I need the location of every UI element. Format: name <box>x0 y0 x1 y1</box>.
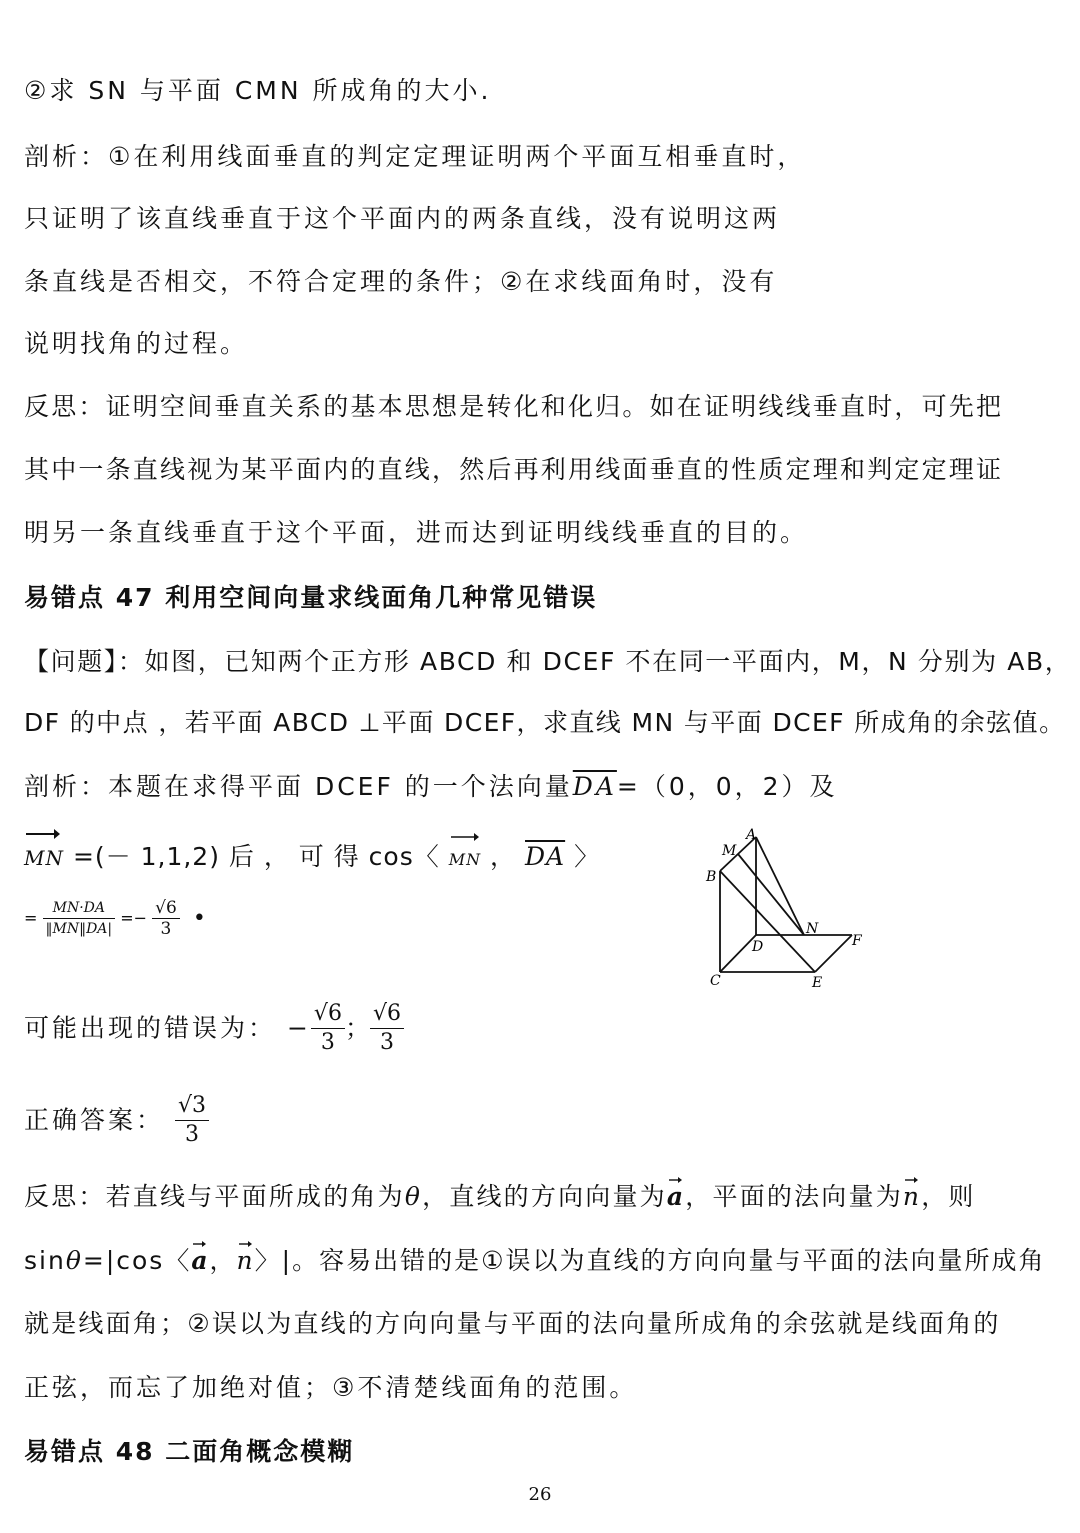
error-2-denominator: 3 <box>379 1030 394 1055</box>
vector-da: $\overline{DA}$ <box>572 772 617 801</box>
text-line: 条直线是否相交，不符合定理的条件；②在求线面角时，没有 <box>24 267 778 296</box>
cosine-fraction <box>43 898 116 939</box>
comma: ， <box>490 842 517 871</box>
geometry-figure <box>700 825 870 995</box>
arrow-icon <box>904 1176 918 1184</box>
errors-label: 可能出现的错误为： <box>24 1013 277 1043</box>
answer-fraction <box>175 1092 209 1149</box>
text-line: 明另一条直线垂直于这个平面，进而达到证明线线垂直的目的。 <box>24 518 809 547</box>
text-line: 剖析：①在利用线面垂直的判定定理证明两个平面互相垂直时， <box>24 142 806 171</box>
section-heading: 易错点 47 利用空间向量求线面角几种常见错误 <box>24 583 598 612</box>
fraction-equation <box>24 898 206 939</box>
answer-label: 正确答案： <box>24 1105 165 1135</box>
problem-line: 【问题】：如图，已知两个正方形 ABCD 和 DCEF 不在同一平面内，M，N 分别为 AB， <box>24 647 1072 676</box>
text-line: 说明找角的过程。 <box>24 329 249 358</box>
vector-n: n <box>237 1244 255 1278</box>
vector-n: n <box>903 1180 921 1214</box>
label-n: N <box>806 921 819 937</box>
error-1-denominator: 3 <box>320 1030 335 1055</box>
text-line: 只证明了该直线垂直于这个平面内的两条直线，没有说明这两 <box>24 204 781 233</box>
reflection-text: 反思：若直线与平面所成的角为 <box>24 1182 405 1211</box>
problem-line: DF 的中点 ，若平面 ABCD ⊥平面 DCEF，求直线 MN 与平面 DCEF 所成角的余弦值。 <box>24 708 1066 737</box>
arrow-icon <box>24 827 60 841</box>
theta-symbol: θ <box>65 1246 83 1275</box>
label-m: M <box>722 843 737 859</box>
label-a: A <box>746 827 757 843</box>
equals-minus: =− <box>120 908 148 928</box>
vector-a: a <box>667 1180 685 1214</box>
arrow-icon <box>192 1240 206 1248</box>
label-e: E <box>812 975 823 991</box>
reflection-line: 正弦，而忘了加绝对值；③不清楚线面角的范围。 <box>24 1373 638 1402</box>
reflection-line <box>24 1244 1046 1278</box>
reflection-line: 就是线面角；②误以为直线的方向向量与平面的法向量所成角的余弦就是线面角的 <box>24 1309 1001 1338</box>
vector-a: a <box>191 1244 209 1278</box>
reflection-line <box>24 1180 976 1214</box>
reflection-text: ，则 <box>921 1182 976 1211</box>
arrow-icon <box>449 831 479 843</box>
label-f: F <box>852 933 862 949</box>
analysis-suffix: =（0，0，2）及 <box>616 772 838 801</box>
fraction-numerator: MN·DA <box>43 898 116 919</box>
label-b: B <box>706 869 717 885</box>
result-fraction <box>152 898 180 939</box>
reflection-text: ，平面的法向量为 <box>685 1182 903 1211</box>
reflection-text: ，直线的方向向量为 <box>422 1182 667 1211</box>
answer-numerator: √3 <box>175 1092 209 1121</box>
mn-value: =(－ 1,1,2) 后 ， 可 得 cos〈 <box>72 842 440 871</box>
edge-cd <box>720 935 756 972</box>
analysis-prefix: 剖析：本题在求得平面 DCEF 的一个法向量 <box>24 772 573 801</box>
vector-da-small: $\overline{DA}$ <box>525 842 566 871</box>
comma: ， <box>209 1246 237 1275</box>
text-line: 其中一条直线视为某平面内的直线，然后再利用线面垂直的性质定理和判定定理证 <box>24 455 1004 484</box>
label-d: D <box>752 939 764 955</box>
sin-text: sin <box>24 1246 66 1275</box>
bullet: • <box>192 905 206 931</box>
section-heading: 易错点 48 二面角概念模糊 <box>24 1437 355 1466</box>
result-denominator: 3 <box>160 919 172 939</box>
edge-ef <box>815 935 852 972</box>
arrow-icon <box>668 1176 682 1184</box>
vector-mn-small: MN <box>449 843 481 877</box>
result-numerator: √6 <box>152 898 180 919</box>
answer-line <box>24 1092 209 1149</box>
theta-symbol: θ <box>404 1182 423 1211</box>
analysis-line <box>24 770 838 804</box>
reflection-text: 〉|。容易出错的是①误以为直线的方向向量与平面的法向量所成角 <box>254 1246 1046 1275</box>
vector-mn: MN <box>24 841 64 875</box>
fraction-denominator: ‖MN‖DA| <box>45 921 113 937</box>
text-line: ②求 SN 与平面 CMN 所成角的大小. <box>24 76 492 105</box>
text-line: 反思：证明空间垂直关系的基本思想是转化和化归。如在证明线线垂直时，可先把 <box>24 392 1004 421</box>
answer-denominator: 3 <box>184 1122 199 1147</box>
vector-line <box>24 840 600 877</box>
separator: ； <box>344 1013 370 1043</box>
error-2-numerator: √6 <box>370 1000 404 1029</box>
equals-sign: = <box>24 908 38 928</box>
cos-text: =|cos〈 <box>82 1246 192 1275</box>
minus-sign: − <box>286 1013 311 1043</box>
errors-line <box>24 1000 404 1057</box>
label-c: C <box>710 973 721 989</box>
error-fraction-1 <box>311 1000 345 1057</box>
page-number: 26 <box>528 1484 552 1505</box>
error-1-numerator: √6 <box>311 1000 345 1029</box>
error-fraction-2 <box>370 1000 404 1057</box>
arrow-icon <box>238 1240 252 1248</box>
angle-close: 〉 <box>574 842 601 871</box>
